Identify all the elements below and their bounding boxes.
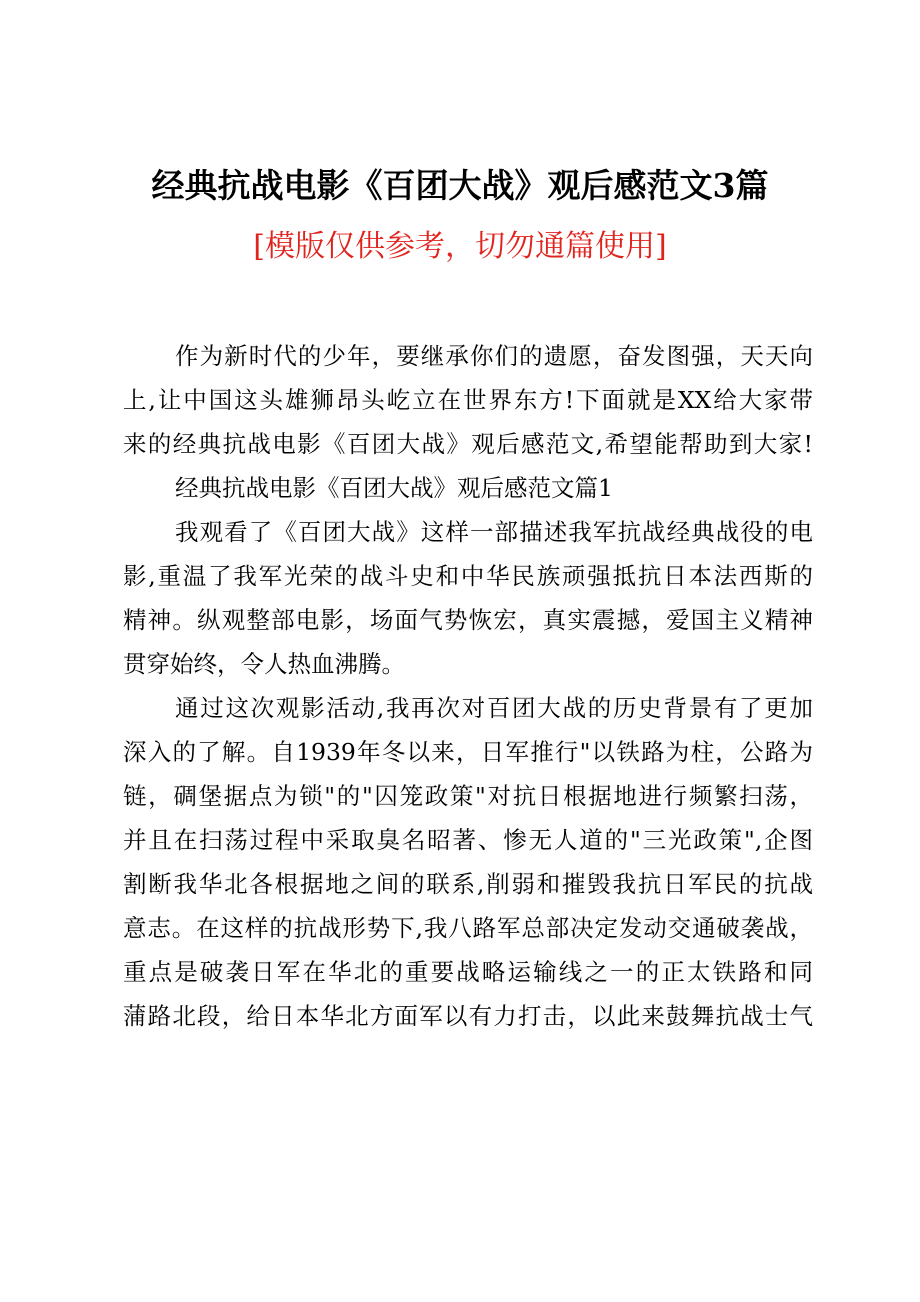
paragraph-line: 并且在扫荡过程中采取臭名昭著、惨无人道的"三光政策",企图	[123, 826, 813, 854]
paragraph-line: 割断我华北各根据地之间的联系,削弱和摧毁我抗日军民的抗战	[123, 870, 813, 898]
paragraph-line: 通过这次观影活动,我再次对百团大战的历史背景有了更加	[175, 694, 813, 722]
paragraph-line: 精神。纵观整部电影，场面气势恢宏，真实震撼，爱国主义精神	[123, 606, 813, 634]
paragraph-line: 贯穿始终，令人热血沸腾。	[123, 650, 405, 678]
paragraph-line: 作为新时代的少年，要继承你们的遗愿，奋发图强，天天向	[175, 342, 813, 370]
document-subtitle: [模版仅供参考，切勿通篇使用]	[253, 229, 667, 264]
paragraph-line: 影,重温了我军光荣的战斗史和中华民族顽强抵抗日本法西斯的	[123, 562, 813, 590]
document-title: 经典抗战电影《百团大战》观后感范文3篇	[151, 166, 769, 205]
paragraph-line: 链，碉堡据点为锁"的"囚笼政策"对抗日根据地进行频繁扫荡，	[123, 782, 813, 810]
paragraph-line: 意志。在这样的抗战形势下,我八路军总部决定发动交通破袭战，	[123, 914, 813, 942]
document-body	[123, 342, 813, 1046]
paragraph-line: 蒲路北段，给日本华北方面军以有力打击，以此来鼓舞抗战士气	[123, 1002, 813, 1030]
paragraph-line: 上,让中国这头雄狮昂头屹立在世界东方!下面就是XX给大家带	[123, 386, 813, 414]
section-heading: 经典抗战电影《百团大战》观后感范文篇1	[175, 474, 613, 502]
paragraph-line: 来的经典抗战电影《百团大战》观后感范文,希望能帮助到大家!	[123, 430, 813, 458]
paragraph-line: 深入的了解。自1939年冬以来，日军推行"以铁路为柱，公路为	[123, 738, 813, 766]
paragraph-line: 重点是破袭日军在华北的重要战略运输线之一的正太铁路和同	[123, 958, 813, 986]
paragraph-line: 我观看了《百团大战》这样一部描述我军抗战经典战役的电	[175, 518, 813, 546]
